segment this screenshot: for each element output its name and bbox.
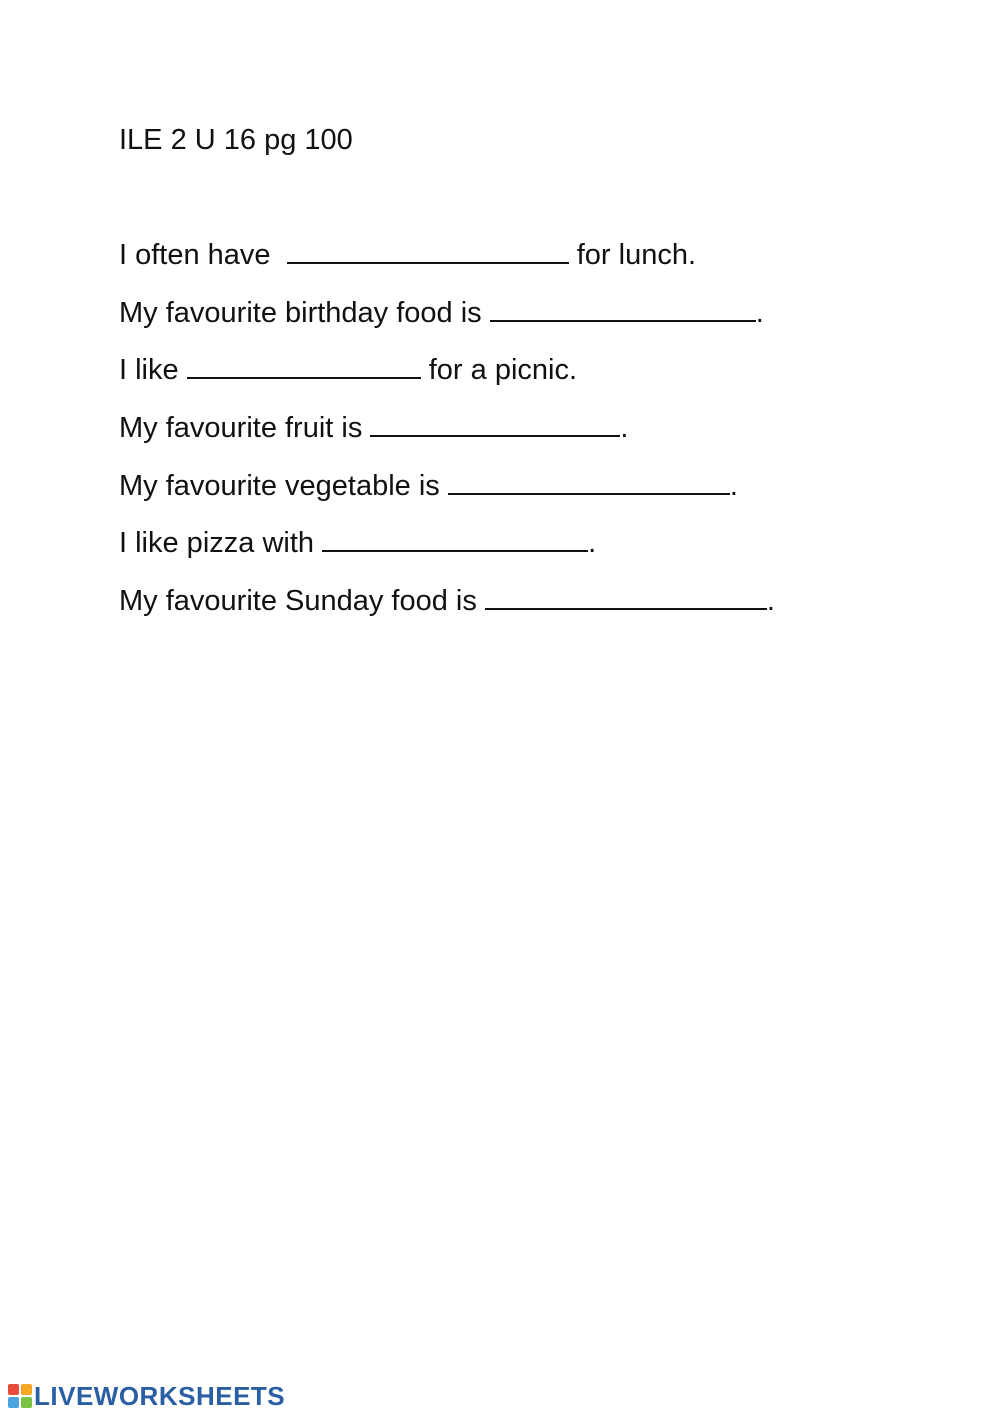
- answer-blank-sunday-food[interactable]: [485, 582, 767, 610]
- answer-blank-birthday-food[interactable]: [490, 294, 756, 322]
- answer-blank-lunch[interactable]: [287, 236, 569, 264]
- sentence-picnic: [119, 351, 775, 409]
- sentence-text-before: My favourite Sunday food is: [119, 585, 485, 618]
- sentence-text-after: for lunch.: [568, 239, 697, 271]
- sentence-text-before: My favourite birthday food is: [119, 296, 490, 329]
- worksheet-heading: ILE 2 U 16 pg 100: [119, 124, 353, 156]
- sentence-text-after: .: [755, 296, 764, 329]
- brand-name: LIVEWORKSHEETS: [34, 1380, 286, 1411]
- sentence-text-after: .: [766, 585, 775, 618]
- logo-square-red: [8, 1384, 19, 1395]
- sentence-lunch: [119, 236, 775, 294]
- answer-blank-picnic[interactable]: [187, 351, 421, 379]
- logo-square-green: [21, 1397, 32, 1408]
- answer-blank-vegetable[interactable]: [448, 467, 730, 495]
- sentence-birthday-food: [119, 294, 775, 352]
- sentence-fruit: [119, 409, 775, 467]
- sentence-text-after: .: [620, 412, 629, 445]
- logo-square-blue: [8, 1397, 19, 1408]
- sentence-text-after: for a picnic.: [420, 354, 578, 387]
- sentence-sunday-food: [119, 582, 775, 640]
- sentence-text-before: I often have: [119, 239, 287, 271]
- answer-blank-pizza[interactable]: [322, 524, 588, 552]
- answer-blank-fruit[interactable]: [370, 409, 620, 437]
- sentence-vegetable: [119, 467, 775, 525]
- sentence-pizza: [119, 524, 775, 582]
- sentence-list: [119, 236, 775, 640]
- sentence-text-before: I like pizza with: [119, 527, 323, 560]
- logo-square-orange: [21, 1384, 32, 1395]
- liveworksheets-logo-icon: [8, 1384, 32, 1408]
- sentence-text-before: I like: [119, 354, 187, 387]
- sentence-text-before: My favourite vegetable is: [119, 469, 448, 502]
- liveworksheets-footer: [8, 1381, 285, 1411]
- sentence-text-after: .: [588, 527, 597, 560]
- sentence-text-before: My favourite fruit is: [119, 412, 371, 445]
- sentence-text-after: .: [729, 469, 738, 502]
